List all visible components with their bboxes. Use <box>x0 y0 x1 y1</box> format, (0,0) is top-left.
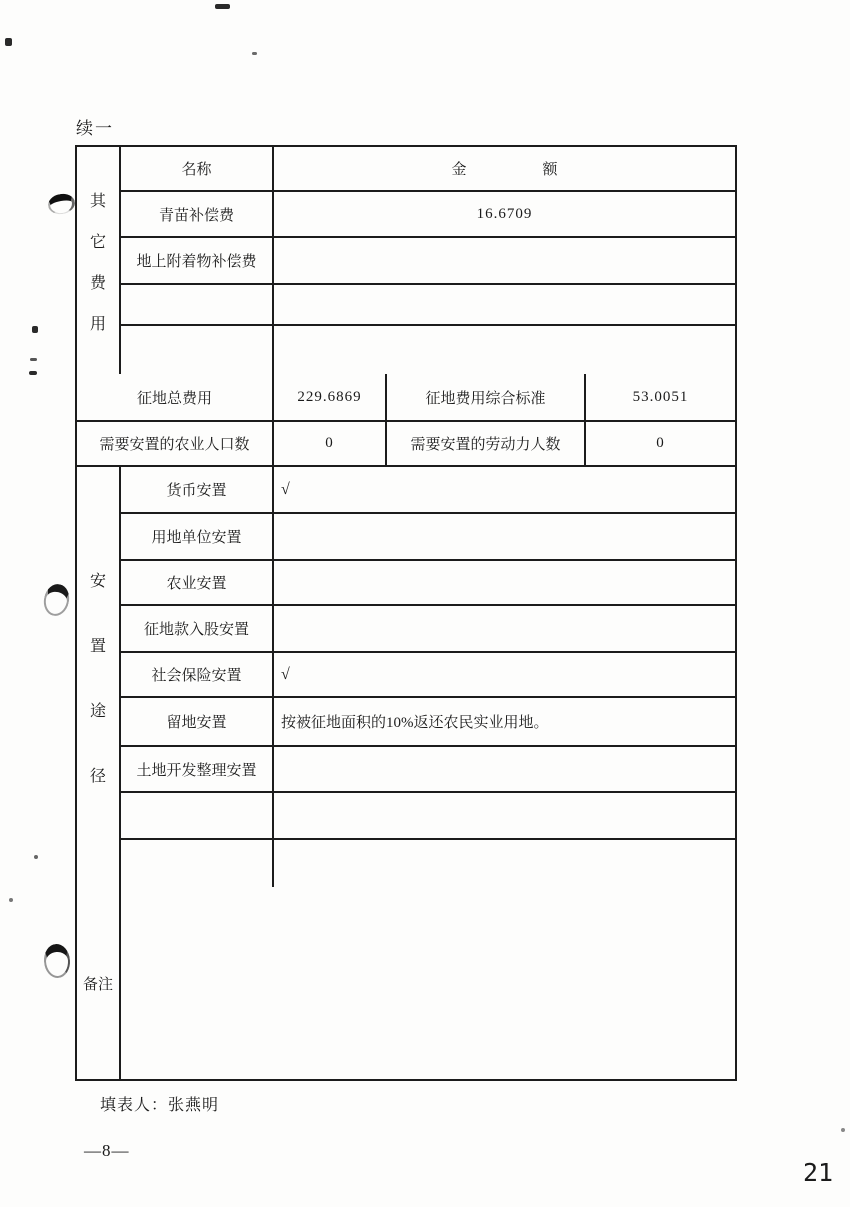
resettlement-row <box>121 653 735 698</box>
other-fees-section <box>77 147 735 374</box>
method-value <box>274 606 735 651</box>
composite-standard-label: 征地费用综合标准 <box>387 374 586 420</box>
scan-smudge <box>46 192 76 216</box>
resettlement-row <box>121 606 735 653</box>
total-cost-label: 征地总费用 <box>77 374 274 420</box>
composite-standard-value: 53.0051 <box>632 388 689 405</box>
scan-speck <box>215 4 230 9</box>
fee-amount <box>274 285 735 324</box>
totals-row <box>77 374 735 422</box>
amount-header-char: 金 <box>451 162 467 178</box>
group-char: 费 <box>89 274 106 292</box>
method-name: 征地款入股安置 <box>121 606 274 651</box>
resettlement-row <box>121 840 735 887</box>
agri-population-value: 0 <box>274 422 387 465</box>
fee-row <box>121 285 735 326</box>
group-char: 途 <box>89 703 106 720</box>
method-name: 土地开发整理安置 <box>121 747 274 791</box>
scan-speck <box>32 326 38 333</box>
amount-header <box>274 147 735 190</box>
other-fees-group-label <box>77 147 121 374</box>
method-value <box>274 840 735 887</box>
method-value: 按被征地面积的10%返还农民实业用地。 <box>281 715 549 731</box>
resettlement-row <box>121 793 735 840</box>
resettlement-section <box>77 467 735 887</box>
resettlement-group-label <box>77 467 121 887</box>
method-value <box>274 561 735 604</box>
method-value <box>274 793 735 838</box>
scan-speck <box>841 1128 845 1132</box>
method-name: 货币安置 <box>121 467 274 512</box>
amount-header-char: 额 <box>542 162 558 178</box>
scan-speck <box>5 38 12 46</box>
group-char: 置 <box>89 638 106 655</box>
method-name: 社会保险安置 <box>121 653 274 696</box>
group-char: 用 <box>89 315 106 333</box>
fee-amount <box>274 326 735 374</box>
total-cost-value: 229.6869 <box>274 374 387 420</box>
method-checkmark: √ <box>281 665 290 683</box>
method-value <box>274 514 735 559</box>
method-name <box>121 840 274 887</box>
scan-smudge <box>43 943 71 979</box>
group-char: 安 <box>89 573 106 590</box>
corner-page-number: 21 <box>803 1158 834 1187</box>
remarks-content <box>121 887 735 1079</box>
fee-row <box>121 192 735 238</box>
agri-population-label: 需要安置的农业人口数 <box>77 422 274 465</box>
remarks-section <box>77 887 735 1079</box>
resettlement-rows <box>121 467 735 887</box>
group-char: 它 <box>89 233 106 251</box>
fee-amount: 16.6709 <box>476 205 533 222</box>
scan-speck <box>34 855 38 859</box>
scan-speck <box>29 371 37 375</box>
scan-smudge <box>41 582 72 618</box>
land-acquisition-form-table <box>75 145 737 1081</box>
other-fees-header-row <box>121 147 735 192</box>
resettlement-row <box>121 467 735 514</box>
resettlement-row <box>121 561 735 606</box>
labor-population-value: 0 <box>656 435 665 451</box>
scan-speck <box>9 898 13 902</box>
resettlement-row <box>121 514 735 561</box>
continuation-label: 续一 <box>76 119 114 138</box>
population-row <box>77 422 735 467</box>
remarks-label: 备注 <box>77 887 121 1079</box>
method-value <box>274 747 735 791</box>
scan-speck <box>30 358 37 361</box>
fee-name: 地上附着物补偿费 <box>121 238 274 283</box>
other-fees-rows <box>121 147 735 374</box>
method-name: 留地安置 <box>121 698 274 745</box>
labor-population-label: 需要安置的劳动力人数 <box>387 422 586 465</box>
scan-speck <box>252 52 257 55</box>
fee-row <box>121 326 735 374</box>
name-header: 名称 <box>121 147 274 190</box>
fee-name: 青苗补偿费 <box>121 192 274 236</box>
method-name <box>121 793 274 838</box>
footer-page-number: —8— <box>84 1141 130 1160</box>
method-name: 用地单位安置 <box>121 514 274 559</box>
resettlement-row <box>121 747 735 793</box>
method-checkmark: √ <box>281 480 290 498</box>
method-name: 农业安置 <box>121 561 274 604</box>
fee-name <box>121 285 274 324</box>
resettlement-row <box>121 698 735 747</box>
group-char: 其 <box>89 192 106 210</box>
preparer-line: 填表人：张燕明 <box>100 1097 220 1114</box>
fee-name <box>121 326 274 374</box>
fee-row <box>121 238 735 285</box>
group-char: 径 <box>89 768 106 785</box>
fee-amount <box>274 238 735 283</box>
